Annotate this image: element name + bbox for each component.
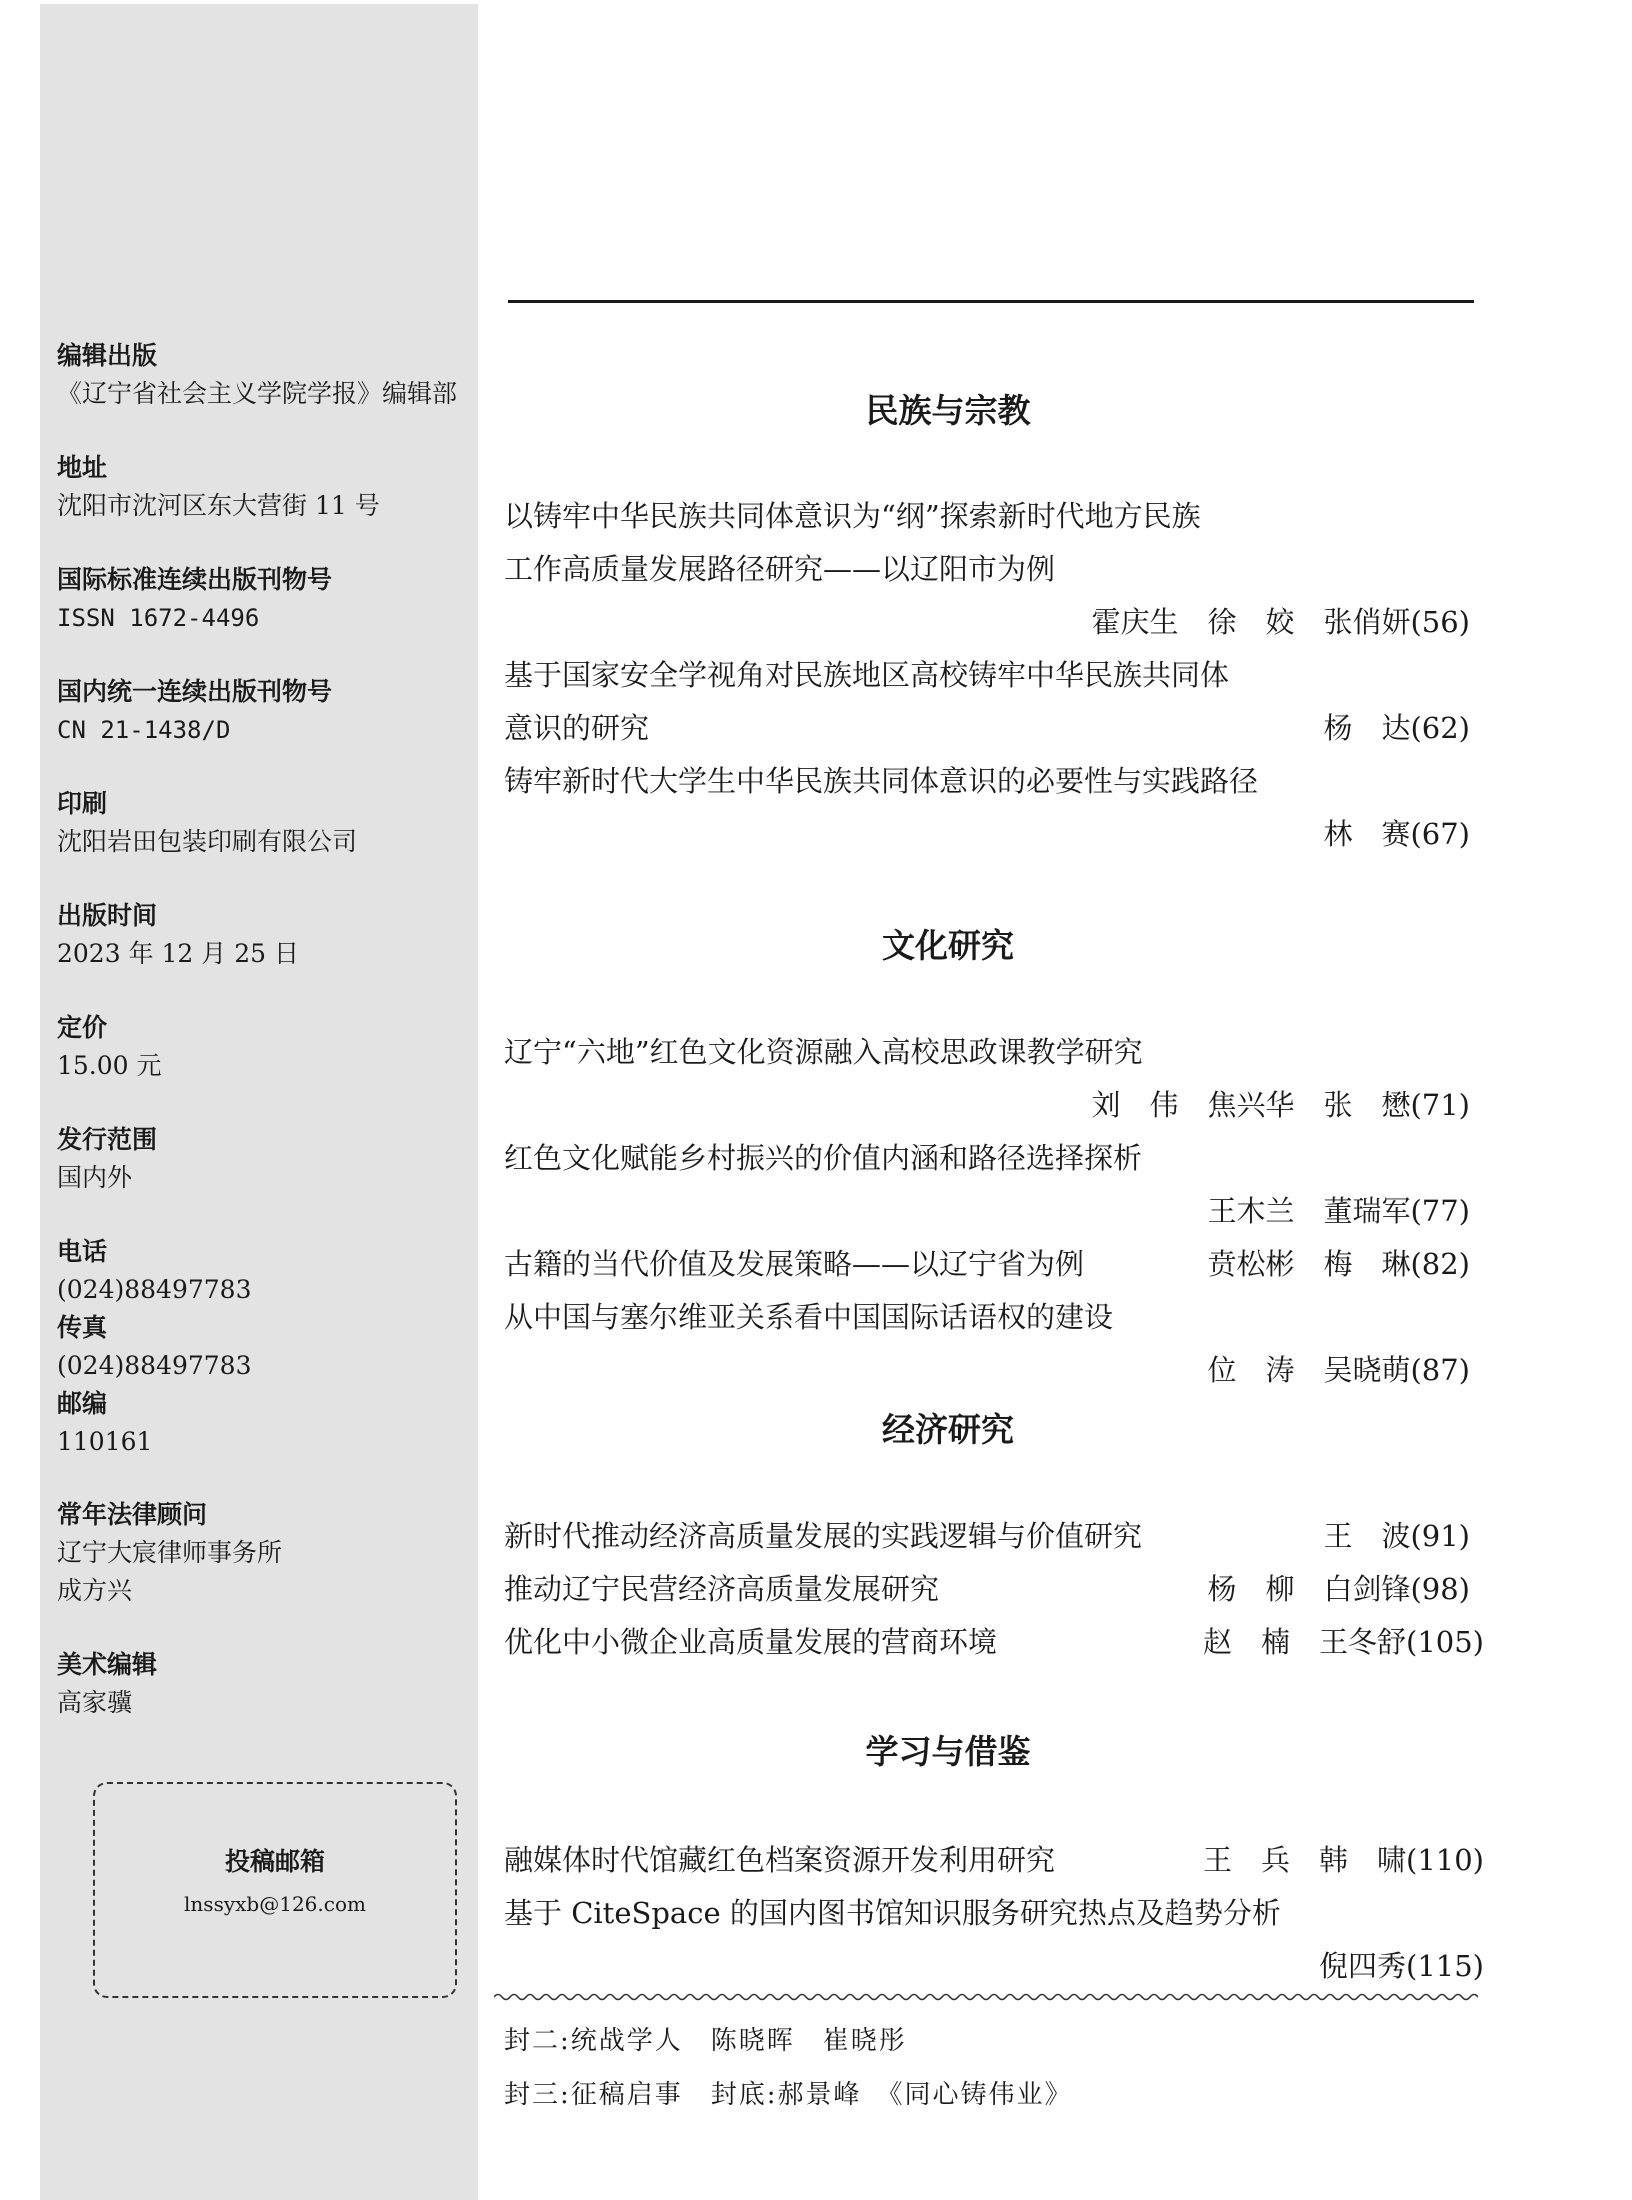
entry-authors: 霍庆生 徐 姣 张俏妍 bbox=[1091, 605, 1411, 639]
price-label: 定价 bbox=[57, 1013, 108, 1042]
toc-entry[interactable] bbox=[504, 649, 1470, 755]
section-title-learning: 学习与借鉴 bbox=[865, 1732, 1031, 1771]
entry-title: 新时代推动经济高质量发展的实践逻辑与价值研究 bbox=[504, 1519, 1143, 1553]
distribution-label: 发行范围 bbox=[57, 1125, 158, 1154]
address-info bbox=[57, 449, 477, 525]
entry-page: (56) bbox=[1410, 605, 1470, 639]
fax-label: 传真 bbox=[57, 1313, 108, 1342]
postcode-label: 邮编 bbox=[57, 1389, 108, 1418]
price-info bbox=[57, 1009, 477, 1085]
entry-authors: 刘 伟 焦兴华 张 懋 bbox=[1091, 1088, 1411, 1122]
entry-page: (82) bbox=[1410, 1247, 1470, 1281]
date-label: 出版时间 bbox=[57, 901, 158, 930]
entry-title: 意识的研究 bbox=[504, 711, 650, 745]
phone-value: (024)88497783 bbox=[57, 1275, 252, 1304]
section-title-economy: 经济研究 bbox=[882, 1410, 1014, 1449]
entry-authors: 贲松彬 梅 琳 bbox=[1207, 1247, 1411, 1281]
entry-page: (105) bbox=[1406, 1625, 1484, 1659]
art-value: 高家骥 bbox=[57, 1688, 133, 1717]
entry-title: 古籍的当代价值及发展策略——以辽宁省为例 bbox=[504, 1247, 1085, 1281]
printer-label: 印刷 bbox=[57, 789, 108, 818]
wavy-divider bbox=[494, 1990, 1478, 2004]
entry-page: (115) bbox=[1406, 1949, 1484, 1983]
art-editor-info bbox=[57, 1646, 477, 1722]
printer-info bbox=[57, 785, 477, 861]
entry-page: (62) bbox=[1410, 711, 1470, 745]
publisher-label: 编辑出版 bbox=[57, 341, 158, 370]
toc-entry[interactable] bbox=[504, 1026, 1470, 1132]
legal-value-1: 辽宁大宸律师事务所 bbox=[57, 1538, 283, 1567]
entry-title: 融媒体时代馆藏红色档案资源开发利用研究 bbox=[504, 1843, 1056, 1877]
legal-value-2: 成方兴 bbox=[57, 1576, 133, 1605]
legal-label: 常年法律顾问 bbox=[57, 1500, 208, 1529]
issn-label: 国际标准连续出版刊物号 bbox=[57, 565, 333, 594]
cover-note-line-1: 封二:统战学人 陈晓晖 崔晓彤 bbox=[504, 2026, 907, 2056]
entry-authors: 倪四秀 bbox=[1319, 1949, 1407, 1983]
email-address[interactable]: lnssyxb@126.com bbox=[184, 1892, 366, 1916]
address-value: 沈阳市沈河区东大营街 11 号 bbox=[57, 491, 380, 520]
price-value: 15.00 元 bbox=[57, 1051, 162, 1080]
submission-email-box bbox=[93, 1782, 457, 1998]
entry-title: 从中国与塞尔维亚关系看中国国际话语权的建设 bbox=[504, 1300, 1114, 1334]
phone-label: 电话 bbox=[57, 1237, 108, 1266]
entry-authors: 王 兵 韩 啸 bbox=[1203, 1843, 1407, 1877]
entry-authors: 杨 达 bbox=[1323, 711, 1411, 745]
publisher-value: 《辽宁省社会主义学院学报》编辑部 bbox=[57, 379, 458, 408]
toc-entry[interactable] bbox=[504, 1834, 1484, 1887]
section-title-culture: 文化研究 bbox=[882, 926, 1014, 965]
toc-entry[interactable] bbox=[504, 1616, 1484, 1669]
cover-note-line-2: 封三:征稿启事 封底:郝景峰 《同心铸伟业》 bbox=[504, 2080, 1073, 2110]
entry-title: 辽宁“六地”红色文化资源融入高校思政课教学研究 bbox=[504, 1035, 1143, 1069]
entry-page: (91) bbox=[1410, 1519, 1470, 1553]
entry-page: (77) bbox=[1410, 1194, 1470, 1228]
date-value: 2023 年 12 月 25 日 bbox=[57, 939, 299, 968]
legal-info bbox=[57, 1496, 477, 1610]
entry-page: (98) bbox=[1410, 1572, 1470, 1606]
toc-entry[interactable] bbox=[504, 1510, 1470, 1563]
entry-title: 以铸牢中华民族共同体意识为“纲”探索新时代地方民族 bbox=[504, 499, 1201, 533]
date-info bbox=[57, 897, 477, 973]
fax-value: (024)88497783 bbox=[57, 1351, 252, 1380]
contact-info bbox=[57, 1233, 477, 1461]
toc-entry[interactable] bbox=[504, 1132, 1470, 1238]
entry-page: (67) bbox=[1410, 817, 1470, 851]
entry-authors: 赵 楠 王冬舒 bbox=[1203, 1625, 1407, 1659]
entry-authors: 位 涛 吴晓萌 bbox=[1207, 1353, 1411, 1387]
postcode-value: 110161 bbox=[57, 1427, 153, 1456]
publisher-info bbox=[57, 337, 477, 413]
entry-page: (71) bbox=[1410, 1088, 1470, 1122]
toc-entry[interactable] bbox=[504, 755, 1470, 861]
toc-entry[interactable] bbox=[504, 1887, 1484, 1993]
entry-authors: 林 赛 bbox=[1323, 817, 1411, 851]
printer-value: 沈阳岩田包装印刷有限公司 bbox=[57, 827, 358, 856]
email-label: 投稿邮箱 bbox=[224, 1847, 325, 1876]
entry-authors: 王 波 bbox=[1323, 1519, 1411, 1553]
entry-page: (87) bbox=[1410, 1353, 1470, 1387]
section-title-ethnic-religion: 民族与宗教 bbox=[865, 391, 1031, 430]
art-label: 美术编辑 bbox=[57, 1650, 158, 1679]
top-rule-divider bbox=[508, 300, 1474, 303]
entry-title: 红色文化赋能乡村振兴的价值内涵和路径选择探析 bbox=[504, 1141, 1143, 1175]
issn-info bbox=[57, 561, 477, 637]
entry-title: 优化中小微企业高质量发展的营商环境 bbox=[504, 1625, 998, 1659]
entry-page: (110) bbox=[1406, 1843, 1484, 1877]
cn-label: 国内统一连续出版刊物号 bbox=[57, 677, 333, 706]
cn-info bbox=[57, 673, 477, 749]
entry-authors: 杨 柳 白剑锋 bbox=[1207, 1572, 1411, 1606]
cn-value: CN 21-1438/D bbox=[57, 716, 231, 744]
entry-title: 基于国家安全学视角对民族地区高校铸牢中华民族共同体 bbox=[504, 658, 1230, 692]
entry-title: 铸牢新时代大学生中华民族共同体意识的必要性与实践路径 bbox=[504, 764, 1259, 798]
toc-entry[interactable] bbox=[504, 1563, 1470, 1616]
toc-entry[interactable] bbox=[504, 1291, 1470, 1397]
distribution-info bbox=[57, 1121, 477, 1197]
entry-authors: 王木兰 董瑞军 bbox=[1207, 1194, 1411, 1228]
issn-value: ISSN 1672-4496 bbox=[57, 604, 260, 632]
entry-title: 推动辽宁民营经济高质量发展研究 bbox=[504, 1572, 940, 1606]
entry-title: 基于 CiteSpace 的国内图书馆知识服务研究热点及趋势分析 bbox=[504, 1896, 1281, 1930]
address-label: 地址 bbox=[57, 453, 108, 482]
distribution-value: 国内外 bbox=[57, 1163, 133, 1192]
toc-entry[interactable] bbox=[504, 490, 1470, 649]
entry-title: 工作高质量发展路径研究——以辽阳市为例 bbox=[504, 552, 1056, 586]
toc-entry[interactable] bbox=[504, 1238, 1470, 1291]
